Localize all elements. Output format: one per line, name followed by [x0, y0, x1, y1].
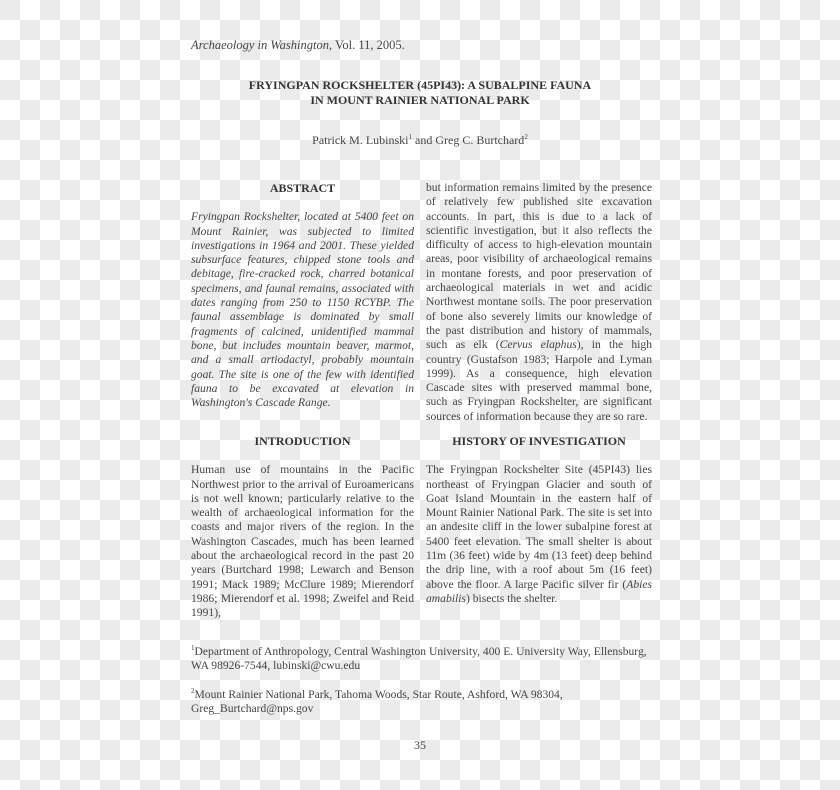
author-line: [180, 133, 660, 148]
paragraph-text: ) bisects the shelter.: [465, 591, 558, 605]
journal-name: Archaeology in Washington: [191, 38, 329, 52]
footnote-1: [191, 641, 652, 674]
intro-continuation: [426, 181, 652, 424]
paragraph-text: ), in the high country (Gustafson 1983; Harpole and Lyman 1999). As a consequence, high elevation Cascade sites with preserved mammal bone, such as Fryingpan Rockshelter, are significant sources of information because they are so rare.: [426, 338, 652, 423]
author-2: and Greg C. Burtchard: [412, 133, 525, 147]
history-body: [426, 463, 652, 606]
journal-volume: , Vol. 11, 2005.: [328, 38, 405, 52]
paragraph-text: but information remains limited by the presence of relatively few published site excavation accounts. In part, this is due to a lack of scientific investigation, but it also reflects the difficulty of access to high-elevation mountain areas, poor visibility of archaeological remains in montane forests, and poor preservation of archaeological materials in wet and acidic Northwest montane soils. The poor preservation of bone also severely limits our knowledge of the past distribution and history of mammals, such as elk (: [426, 181, 652, 352]
species-name: Abies amabilis: [426, 577, 652, 605]
footnote-text: Department of Anthropology, Central Washington University, 400 E. University Way, Ellensburg, WA 98926-7544, lubinski@cwu.edu: [191, 645, 647, 673]
journal-citation: [191, 38, 405, 53]
title-line-2: IN MOUNT RAINIER NATIONAL PARK: [310, 93, 530, 107]
abstract-section: [191, 181, 414, 410]
footnote-2: [191, 684, 652, 717]
introduction-heading: INTRODUCTION: [254, 434, 351, 448]
paragraph-text: The Fryingpan Rockshelter Site (45PI43) lies northeast of Fryingpan Glacier and south of Goat Island Mountain in the eastern half of Mount Rainier National Park. The site is set into an andesite cliff in the lower subalpine forest at 5400 feet elevation. The small shelter is about 11m (36 feet) wide by 4m (13 feet) deep behind the drip line, with a roof about 5m (16 feet) above the floor. A large Pacific silver fir (: [426, 463, 652, 591]
article-title: [180, 78, 660, 108]
author-1: Patrick M. Lubinski: [312, 133, 409, 147]
title-line-1: FRYINGPAN ROCKSHELTER (45PI43): A SUBALPINE FAUNA: [248, 78, 592, 92]
history-heading: HISTORY OF INVESTIGATION: [452, 434, 626, 448]
abstract-body: Fryingpan Rockshelter, located at 5400 feet on Mount Rainier, was subjected to limited investigations in 1964 and 2001. These yielded subsurface features, chipped stone tools and debitage, fire-cracked rock, charred botanical specimens, and faunal remains, associated with dates ranging from 250 to 1150 RCYBP. The faunal assemblage is dominated by small fragments of calcined, unidentified mammal bone, but includes mountain beaver, marmot, and a small artiodactyl, probably mountain goat. The site is one of the few with identified fauna to be excavated at elevation in Washington's Cascade Range.: [191, 210, 414, 410]
author-2-footnote-mark: 2: [524, 133, 528, 141]
author-1-footnote-mark: 1: [408, 133, 412, 141]
footnote-mark: 2: [191, 687, 195, 695]
page-number: 35: [414, 738, 426, 752]
abstract-heading: ABSTRACT: [269, 181, 336, 195]
species-name: Cervus elaphus: [499, 338, 577, 352]
footnote-text: Mount Rainier National Park, Tahoma Woods, Star Route, Ashford, WA 98304, Greg_Burtchard@nps.gov: [191, 688, 563, 716]
footnote-mark: 1: [191, 644, 195, 652]
introduction-section: [191, 434, 414, 621]
history-section: [426, 434, 652, 606]
introduction-body: Human use of mountains in the Pacific Northwest prior to the arrival of Euroamericans is not well known; particularly relative to the wealth of archaeological information for the coasts and major rivers of the region. In the Washington Cascades, much has been learned about the archaeological record in the past 20 years (Burtchard 1998; Lewarch and Benson 1991; Mack 1989; McClure 1989; Mierendorf 1986; Mierendorf et al. 1998; Zweifel and Reid 1991),: [191, 463, 414, 620]
